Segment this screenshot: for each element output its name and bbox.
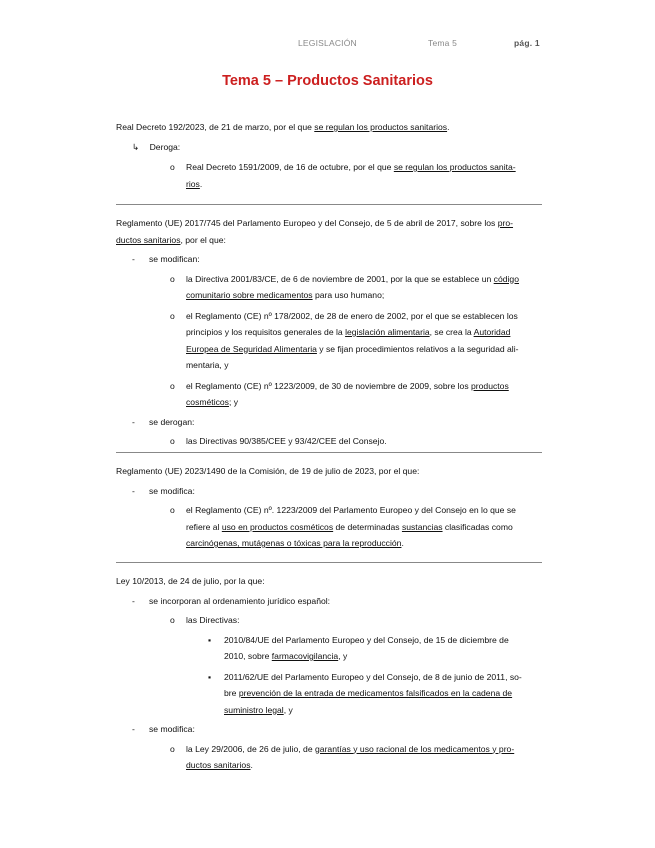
link-legislacion-alimentaria[interactable]: legislación alimentaria: [345, 327, 430, 337]
link-productos-sanitarios-cont[interactable]: ductos sanitarios: [116, 234, 181, 245]
dash-bullet: -: [132, 724, 135, 734]
list-item: o el Reglamento (CE) nº. 1223/2009 del Parlamento Europeo y del Consejo en lo que se refiere al uso en productos cosméticos de determinadas sustancias clasificadas como carcinógenas, mutágenas o tóxicas para la reproducción.: [186, 502, 542, 552]
page-number: pág. 1: [514, 38, 540, 48]
circle-bullet: o: [170, 310, 175, 321]
link-farmacovigilancia[interactable]: farmacovigilancia: [271, 651, 339, 661]
link-prevencion-cont[interactable]: suministro legal: [224, 704, 284, 715]
list-item: - se modifica:: [132, 721, 542, 738]
section-ley-10-2013: [116, 573, 542, 774]
list-item: o el Reglamento (CE) nº 178/2002, de 28 de enero de 2002, por el que se establecen los principios y los requisitos generales de la legislación alimentaria, se crea la Autoridad Europea de Seguridad Alimentaria y se fijan procedimientos relativos a la seguridad ali- mentaria, y: [186, 308, 542, 374]
list-item: o el Reglamento (CE) nº 1223/2009, de 30 de noviembre de 2009, sobre los productos cosméticos; y: [186, 378, 542, 411]
circle-bullet: o: [170, 380, 175, 391]
link-productos-cosmeticos[interactable]: productos: [471, 380, 509, 391]
link-carcinogenas[interactable]: carcinógenas, mutágenas o tóxicas para la reproducción: [186, 538, 402, 548]
header-section: LEGISLACIÓN: [298, 38, 357, 48]
link-productos-cosmeticos-cont[interactable]: cosméticos: [186, 397, 229, 407]
list-item: - se modifica:: [132, 483, 542, 500]
return-arrow-icon: ↳: [132, 141, 140, 152]
reg-745-intro: Reglamento (UE) 2017/745 del Parlamento Europeo y del Consejo, de 5 de abril de 2017, sobre los pro- ductos sanitarios, por el que:: [116, 218, 514, 245]
circle-bullet: o: [170, 436, 175, 446]
circle-bullet: o: [170, 743, 175, 754]
link-rd-1591-cont[interactable]: rios: [186, 178, 200, 189]
section-rd-192-2023: [116, 119, 542, 192]
dash-bullet: -: [132, 595, 135, 606]
list-item: o la Ley 29/2006, de 26 de julio, de garantías y uso racional de los medicamentos y pro- ductos sanitarios.: [186, 741, 542, 774]
circle-bullet: o: [170, 273, 175, 284]
link-regulan-productos[interactable]: se regulan los productos sanitarios: [314, 122, 448, 132]
square-bullet: ▪: [208, 671, 212, 682]
ley-10-intro: Ley 10/2013, de 24 de julio, por la que:: [116, 576, 265, 586]
list-item: ▪ 2011/62/UE del Parlamento Europeo y del Consejo, de 8 de junio de 2011, so- bre prevención de la entrada de medicamentos falsificados en la cadena de suministro legal, y: [224, 669, 542, 719]
link-codigo-cont[interactable]: comunitario sobre medicamentos: [186, 290, 313, 300]
list-item: - se incorporan al ordenamiento jurídico español:: [132, 593, 542, 610]
link-rd-1591[interactable]: se regulan los productos sanita-: [393, 162, 516, 172]
dash-bullet: -: [132, 254, 135, 264]
link-uso-cosmeticos[interactable]: uso en productos cosméticos: [221, 521, 334, 532]
list-item: ▪ 2010/84/UE del Parlamento Europeo y del Consejo, de 15 de diciembre de 2010, sobre farmacovigilancia, y: [224, 632, 542, 665]
section-reg-2023-1490: [116, 463, 542, 552]
list-item: o las Directivas:: [186, 612, 542, 629]
link-garantias-cont[interactable]: ductos sanitarios: [186, 760, 251, 770]
dash-bullet: -: [132, 416, 135, 427]
link-codigo[interactable]: código: [493, 273, 519, 284]
rd-192-intro: Real Decreto 192/2023, de 21 de marzo, por el que se regulan los productos sanitarios.: [116, 122, 450, 132]
header-topic: Tema 5: [428, 38, 458, 48]
section-reg-2017-745: [116, 215, 542, 450]
circle-bullet: o: [170, 162, 175, 172]
link-productos-sanitarios[interactable]: pro-: [497, 218, 514, 228]
link-autoridad-cont[interactable]: Europea de Seguridad Alimentaria: [186, 343, 317, 354]
list-item: - se modifican:: [132, 251, 542, 268]
divider: [116, 204, 542, 205]
deroga-row: ↳ Deroga:: [132, 141, 181, 152]
link-sustancias[interactable]: sustancias: [401, 521, 443, 532]
square-bullet: ▪: [208, 634, 212, 645]
dash-bullet: -: [132, 485, 135, 496]
reg-1490-intro: Reglamento (UE) 2023/1490 de la Comisión, de 19 de julio de 2023, por el que:: [116, 466, 420, 476]
list-item: o la Directiva 2001/83/CE, de 6 de noviembre de 2001, por la que se establece un código comunitario sobre medicamentos para uso humano;: [186, 271, 542, 304]
list-item: o Real Decreto 1591/2009, de 16 de octubre, por el que se regulan los productos sanita- rios.: [186, 159, 542, 192]
circle-bullet: o: [170, 615, 175, 625]
circle-bullet: o: [170, 505, 175, 515]
link-prevencion[interactable]: prevención de la entrada de medicamentos falsificados en la cadena de: [238, 688, 513, 698]
divider: [116, 452, 542, 453]
list-item: - se derogan:: [132, 414, 542, 431]
list-item: o las Directivas 90/385/CEE y 93/42/CEE del Consejo.: [186, 433, 542, 450]
divider: [116, 562, 542, 563]
page-title: Tema 5 – Productos Sanitarios: [222, 73, 433, 89]
link-garantias[interactable]: garantías y uso racional de los medicamentos y pro-: [315, 743, 515, 754]
link-autoridad[interactable]: Autoridad: [473, 327, 511, 337]
